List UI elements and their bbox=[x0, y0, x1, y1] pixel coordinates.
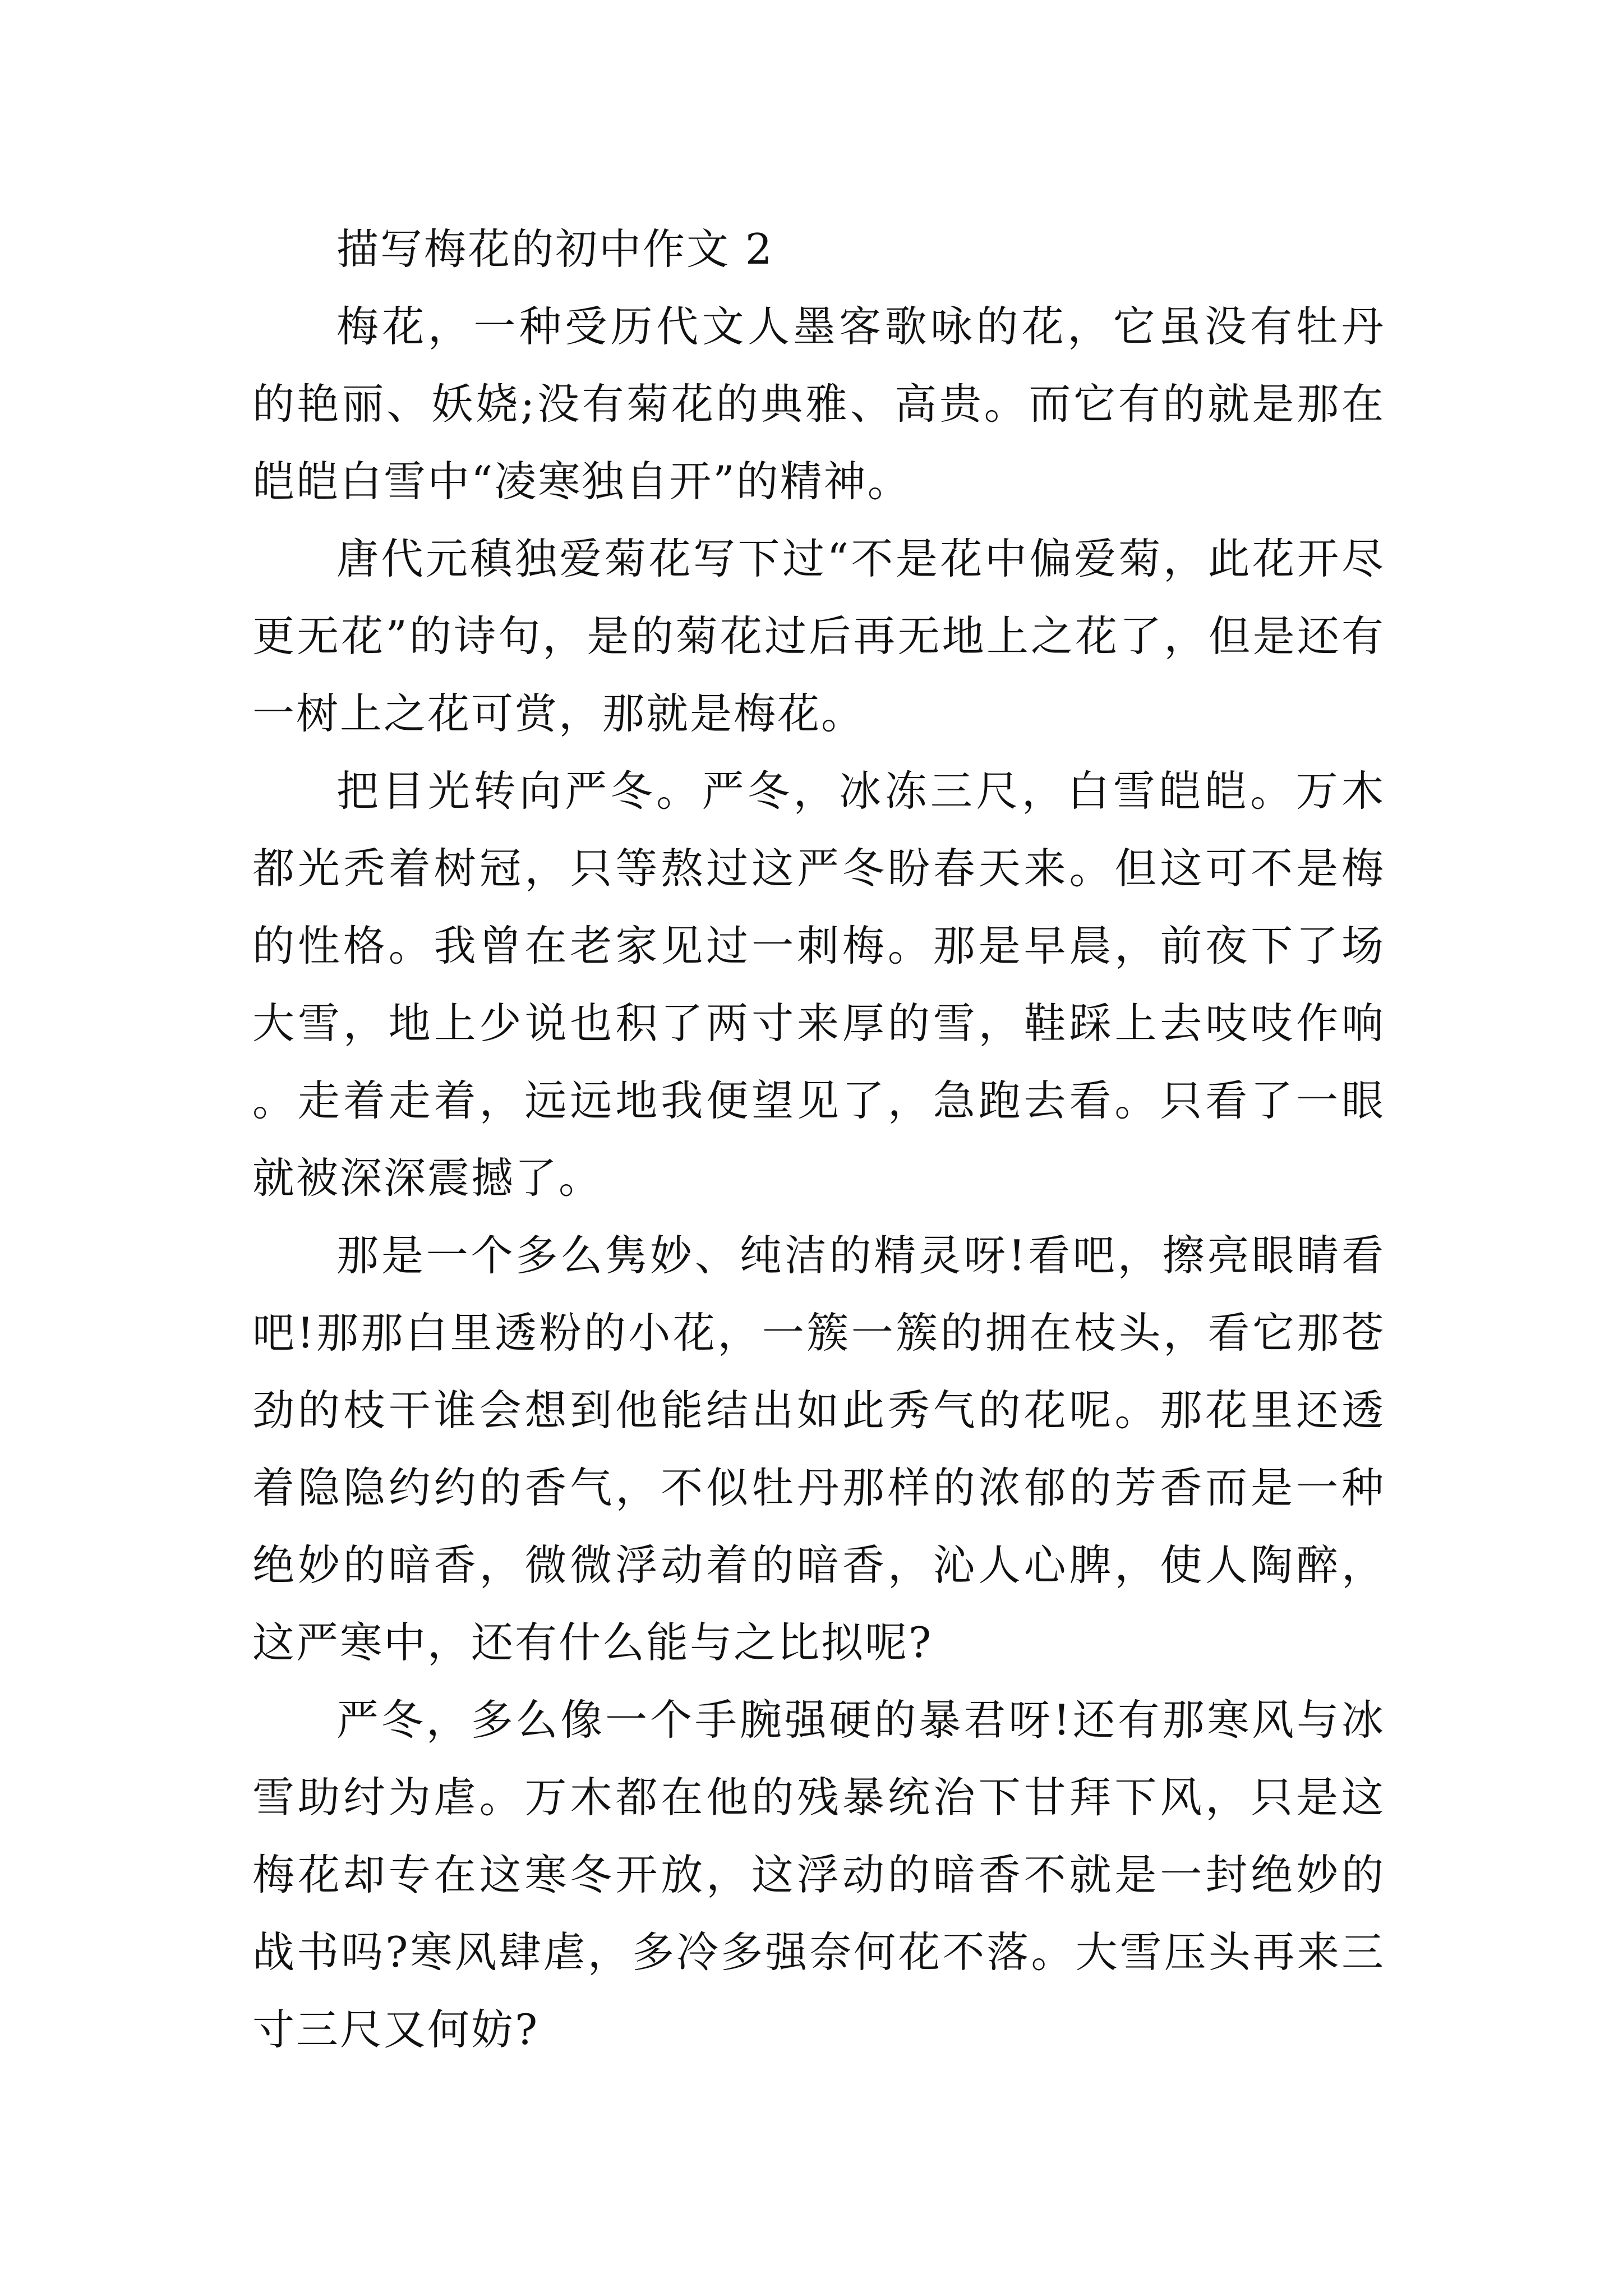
paragraph-2: 唐代元稹独爱菊花写下过“不是花中偏爱菊，此花开尽更无花”的诗句，是的菊花过后再无地上之花了，但是还有一树上之花可赏，那就是梅花。 bbox=[252, 534, 1385, 738]
essay-body bbox=[252, 210, 1385, 2068]
essay-title: 描写梅花的初中作文 2 bbox=[336, 224, 774, 274]
paragraph-4: 那是一个多么隽妙、纯洁的精灵呀!看吧，擦亮眼睛看吧!那那白里透粉的小花，一簇一簇的拥在枝头，看它那苍劲的枝干谁会想到他能结出如此秀气的花呢。那花里还透着隐隐约约的香气，不似牡丹那样的浓郁的芳香而是一种绝妙的暗香，微微浮动着的暗香，沁人心脾，使人陶醉，这严寒中，还有什么能与之比拟呢? bbox=[252, 1231, 1385, 1667]
paragraph-5: 严冬，多么像一个手腕强硬的暴君呀!还有那寒风与冰雪助纣为虐。万木都在他的残暴统治下甘拜下风，只是这梅花却专在这寒冬开放，这浮动的暗香不就是一封绝妙的战书吗?寒风肆虐，多冷多强奈何花不落。大雪压头再来三寸三尺又何妨? bbox=[252, 1695, 1385, 2054]
paragraph-3: 把目光转向严冬。严冬，冰冻三尺，白雪皑皑。万木都光秃着树冠，只等熬过这严冬盼春天来。但这可不是梅的性格。我曾在老家见过一刺梅。那是早晨，前夜下了场大雪，地上少说也积了两寸来厚的雪，鞋踩上去吱吱作响。走着走着，远远地我便望见了，急跑去看。只看了一眼就被深深震撼了。 bbox=[252, 766, 1385, 1203]
paragraph-1: 梅花，一种受历代文人墨客歌咏的花，它虽没有牡丹的艳丽、妖娆;没有菊花的典雅、高贵。而它有的就是那在皑皑白雪中“凌寒独自开”的精神。 bbox=[252, 302, 1385, 506]
